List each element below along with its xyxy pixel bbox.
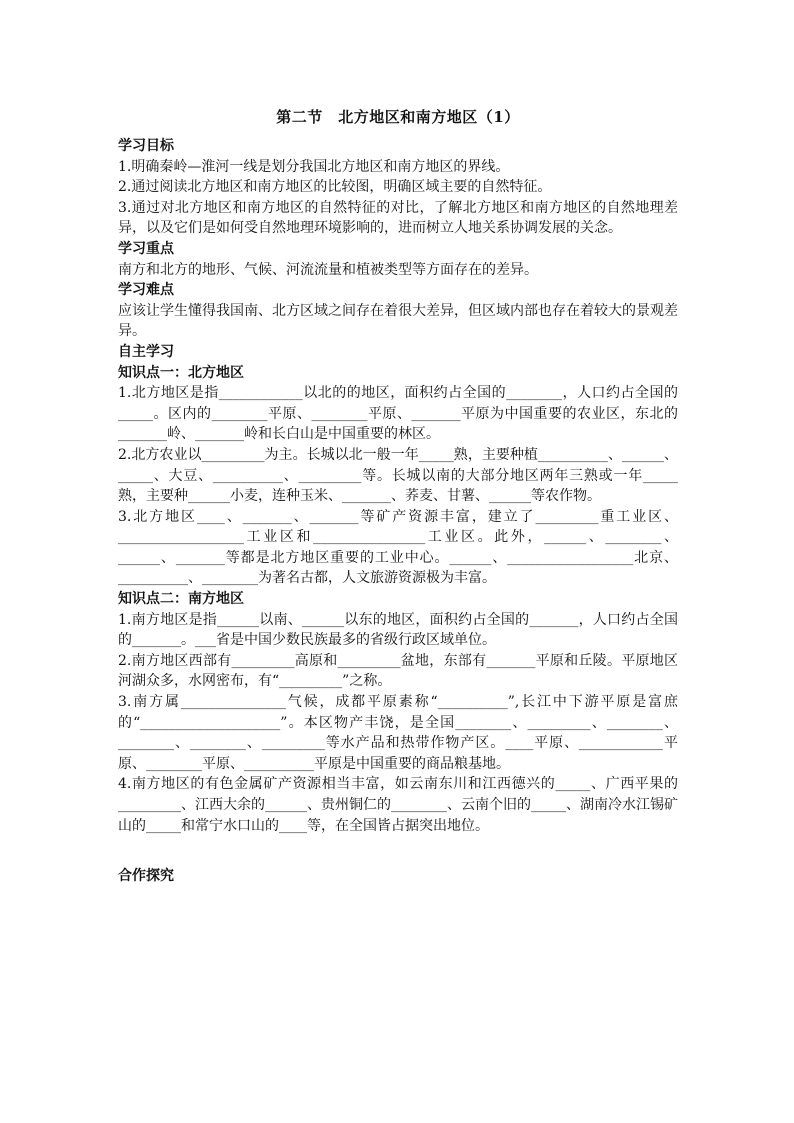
south-heading: 知识点二：南方地区 [118, 591, 244, 608]
key-points-heading: 学习重点 [118, 240, 174, 257]
objective-item: 2.通过阅读北方地区和南方地区的比较图，明确区域主要的自然特征。 [118, 179, 552, 196]
self-study-heading: 自主学习 [118, 343, 174, 360]
difficult-points-heading: 学习难点 [118, 282, 174, 299]
south-item: 4.南方地区的有色金属矿产资源相当丰富，如云南东川和江西德兴的_____、广西平果的_________、江西大余的______、贵州铜仁的________、云南个旧的_____、湖南冷水江锡矿山的_____和常宁水口山的____等，在全国皆占据突出地位。 [118, 776, 678, 834]
south-item: 3.南方属_______________气候，成都平原素称“__________”,长江中下游平原是富庶的“____________________”。本区物产丰饶，是全国________、_________、________、________、________、_________等水产品和热带作物产区。____平原、____________平原、________平原、__________平原是中国重要的商品粮基地。 [118, 694, 678, 772]
objective-item: 1.明确秦岭—淮河一线是划分我国北方地区和南方地区的界线。 [118, 158, 510, 175]
cooperation-heading: 合作探究 [118, 868, 174, 885]
section-gap [118, 836, 678, 866]
objective-item: 3.通过对北方地区和南方地区的自然特征的对比，了解北方地区和南方地区的自然地理差异，以及它们是如何受自然地理环境影响的，进而树立人地关系协调发展的关念。 [118, 199, 678, 237]
document-body [118, 136, 678, 887]
south-item: 2.南方地区西部有_________高原和_________盆地，东部有_______平原和丘陵。平原地区河湖众多，水网密布，有“_________”之称。 [118, 652, 678, 690]
north-item: 2.北方农业以_________为主。长城以北一般一年_____熟，主要种植__________、______、_____、大豆、__________、_________等。长城以南的大部分地区两年三熟或一年_____熟，主要种______小麦，连种玉米、_______、荞麦、甘薯、______等农作物。 [118, 446, 678, 505]
page-title: 第二节 北方地区和南方地区（1） [276, 108, 520, 126]
north-heading: 知识点一：北方地区 [118, 364, 244, 381]
key-points-text: 南方和北方的地形、气候、河流流量和植被类型等方面存在的差异。 [118, 261, 538, 278]
north-item: 3.北方地区____、_______、_______等矿产资源丰富，建立了_________重工业区、__________________工业区和________________工业区。此外，______、________、______、_______等都是北方地区重要的工业中心。______、__________________北京、__________、________为著名古都，人文旅游资源极为丰富。 [118, 508, 678, 587]
north-item: 1.北方地区是指____________以北的的地区，面积约占全国的________，人口约占全国的_____。区内的________平原、________平原、_______平原为中国重要的农业区，东北的_______岭、_______岭和长白山是中国重要的林区。 [118, 385, 678, 443]
objectives-heading: 学习目标 [118, 138, 174, 154]
difficult-points-text: 应该让学生懂得我国南、北方区域之间存在着很大差异，但区域内部也存在着较大的景观差异。 [118, 302, 678, 340]
south-item: 1.南方地区是指______以南、______以东的地区，面积约占全国的_______，人口约占全国的_______。___省是中国少数民族最多的省级行政区域单位。 [118, 611, 678, 649]
